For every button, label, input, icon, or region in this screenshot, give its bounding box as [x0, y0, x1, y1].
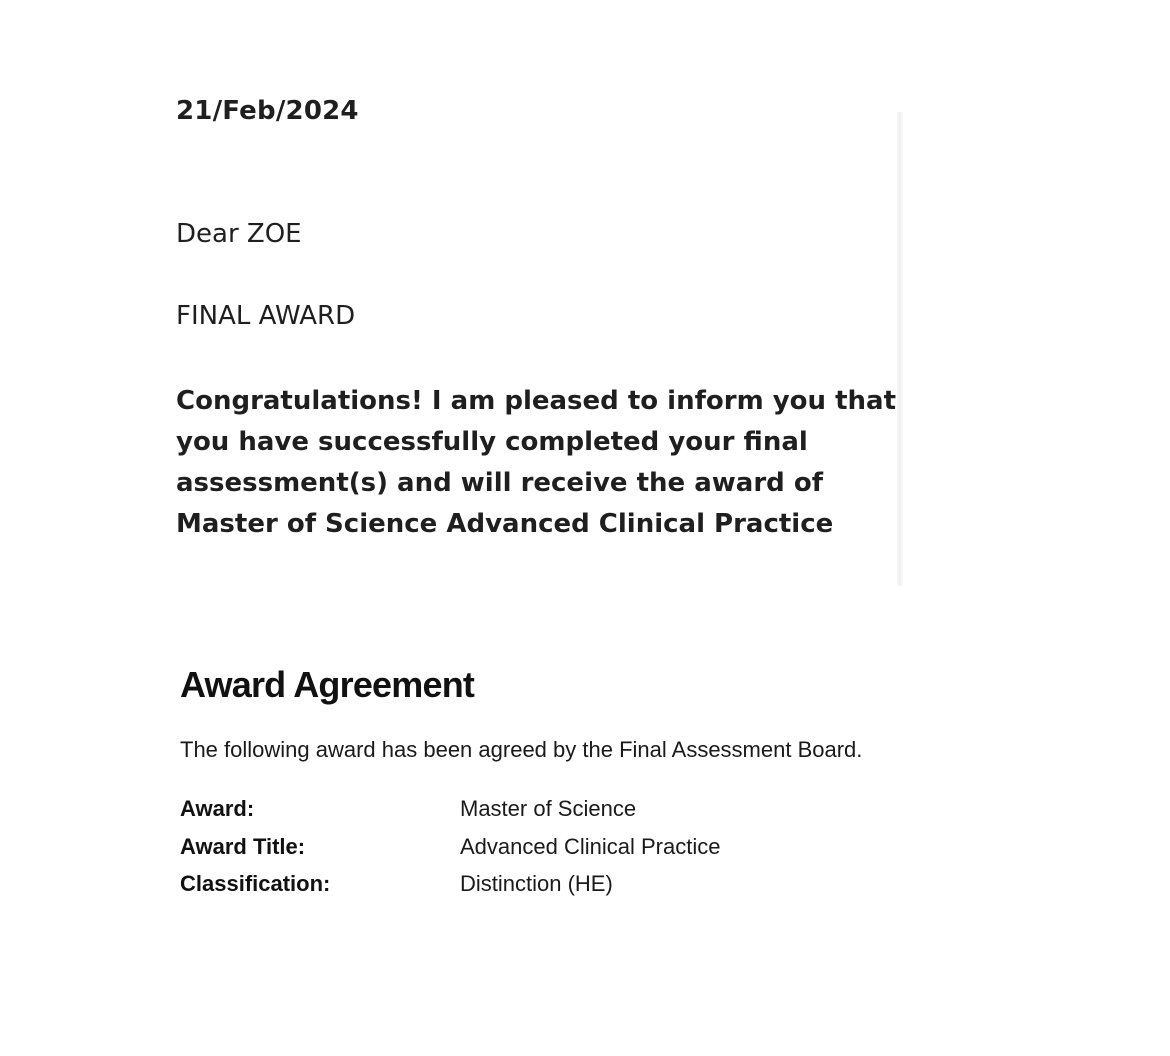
award-title-row — [180, 834, 880, 864]
agreement-intro: The following award has been agreed by the Final Assessment Board. — [180, 737, 863, 762]
agreement-title: Award Agreement — [180, 664, 475, 705]
letter-body-line: assessment(s) and will receive the award of — [176, 468, 824, 498]
letter-body-line: Master of Science Advanced Clinical Practice — [176, 509, 834, 539]
letter-body — [176, 381, 897, 545]
classification-value: Distinction (HE) — [460, 871, 613, 896]
letter-body-line: Congratulations! I am pleased to inform you that — [176, 386, 897, 416]
award-value: Master of Science — [460, 796, 637, 821]
award-detail-row — [180, 796, 880, 826]
award-title-value: Advanced Clinical Practice — [460, 834, 721, 859]
letter-body-line: you have successfully completed your final — [176, 427, 808, 457]
classification-row — [180, 871, 880, 901]
letter-greeting: Dear ZOE — [176, 219, 302, 249]
letter-date: 21/Feb/2024 — [176, 96, 359, 126]
classification-label: Classification: — [180, 871, 331, 896]
page-edge-divider — [897, 112, 903, 586]
letter-heading: FINAL AWARD — [176, 301, 356, 331]
award-label: Award: — [180, 796, 255, 821]
award-title-label: Award Title: — [180, 834, 306, 859]
